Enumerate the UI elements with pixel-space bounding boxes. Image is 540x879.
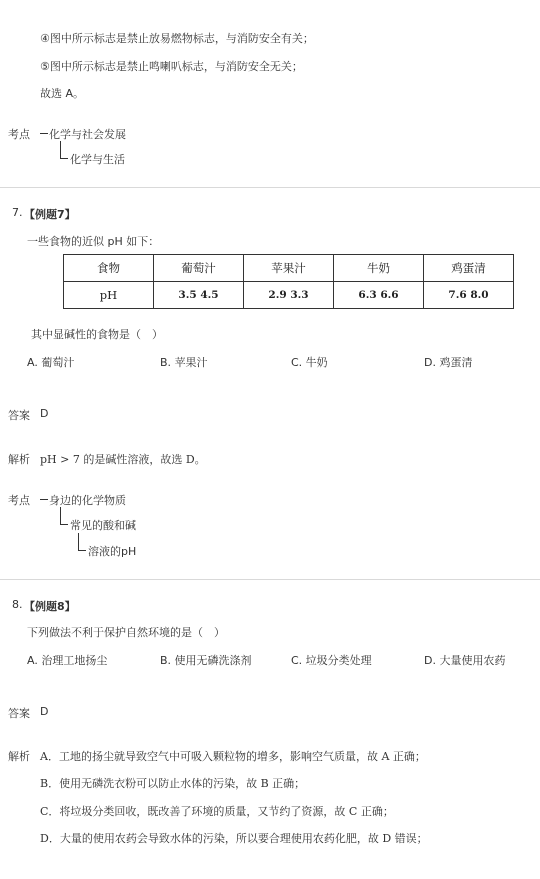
ph-table-header-cell: 食物 [64, 255, 154, 282]
tree-connector [60, 158, 68, 159]
q7-stem: 一些食物的近似 pH 如下： [27, 235, 160, 248]
q8-answer: D [40, 705, 49, 718]
tree-connector [40, 499, 48, 500]
q7-option-c[interactable]: C. 牛奶 [291, 356, 328, 369]
q8-option-a[interactable]: A. 治理工地扬尘 [27, 654, 108, 667]
q7-kaodian-root: 身边的化学物质 [49, 494, 126, 507]
q7-number: 7. [12, 206, 23, 219]
q7-answer-label: 答案 [8, 409, 30, 422]
ph-table-value-cell: 7.6 8.0 [424, 282, 514, 309]
q8-number: 8. [12, 598, 23, 611]
tree-connector [60, 524, 68, 525]
ph-table-header-cell: 鸡蛋清 [424, 255, 514, 282]
q7-title: 【例题7】 [24, 208, 76, 221]
prev-kaodian-root: 化学与社会发展 [49, 128, 126, 141]
q7-option-a[interactable]: A. 葡萄汁 [27, 356, 75, 369]
prev-analysis-line-4: ④图中所示标志是禁止放易燃物标志，与消防安全有关； [40, 32, 314, 45]
ph-table-header-cell: 葡萄汁 [154, 255, 244, 282]
q7-option-d[interactable]: D. 鸡蛋清 [424, 356, 473, 369]
ph-table-row-label: pH [64, 282, 154, 309]
ph-table-value-cell: 3.5 4.5 [154, 282, 244, 309]
q7-analysis: pH > 7 的是碱性溶液，故选 D。 [40, 453, 206, 466]
tree-connector [40, 133, 48, 134]
q8-analysis-line: D．大量的使用农药会导致水体的污染，所以要合理使用农药化肥，故 D 错误； [40, 832, 428, 845]
q8-analysis-label: 解析 [8, 750, 30, 763]
prev-kaodian-label: 考点 [8, 128, 30, 141]
q8-analysis-line: C．将垃圾分类回收，既改善了环境的质量，又节约了资源，故 C 正确； [40, 805, 394, 818]
tree-connector [60, 507, 61, 524]
ph-table-value-cell: 6.3 6.6 [334, 282, 424, 309]
section-divider [0, 187, 540, 188]
q8-option-d[interactable]: D. 大量使用农药 [424, 654, 506, 667]
prev-conclusion: 故选 A。 [40, 87, 85, 100]
q7-analysis-label: 解析 [8, 453, 30, 466]
ph-table-header-cell: 牛奶 [334, 255, 424, 282]
q8-answer-label: 答案 [8, 707, 30, 720]
q7-kaodian-child: 常见的酸和碱 [70, 519, 136, 532]
tree-connector [78, 550, 86, 551]
q7-answer: D [40, 407, 49, 420]
prev-analysis-line-5: ⑤图中所示标志是禁止鸣喇叭标志，与消防安全无关； [40, 60, 303, 73]
prev-kaodian-child: 化学与生活 [70, 153, 125, 166]
tree-connector [60, 141, 61, 158]
q8-option-b[interactable]: B. 使用无磷洗涤剂 [160, 654, 252, 667]
ph-table-value-cell: 2.9 3.3 [244, 282, 334, 309]
ph-table-header-cell: 苹果汁 [244, 255, 334, 282]
ph-table [63, 254, 514, 309]
q8-analysis-line: A．工地的扬尘就导致空气中可吸入颗粒物的增多，影响空气质量，故 A 正确； [40, 750, 426, 763]
section-divider [0, 579, 540, 580]
q8-stem: 下列做法不利于保护自然环境的是（ ） [27, 626, 225, 639]
q7-question: 其中显碱性的食物是（ ） [31, 328, 163, 341]
q7-kaodian-label: 考点 [8, 494, 30, 507]
q8-option-c[interactable]: C. 垃圾分类处理 [291, 654, 372, 667]
q8-analysis-line: B．使用无磷洗衣粉可以防止水体的污染，故 B 正确； [40, 777, 306, 790]
q7-option-b[interactable]: B. 苹果汁 [160, 356, 208, 369]
q7-kaodian-grandchild: 溶液的pH [88, 545, 137, 558]
ph-table-header-row [64, 255, 514, 282]
q8-title: 【例题8】 [24, 600, 76, 613]
tree-connector [78, 533, 79, 550]
ph-table-value-row [64, 282, 514, 309]
